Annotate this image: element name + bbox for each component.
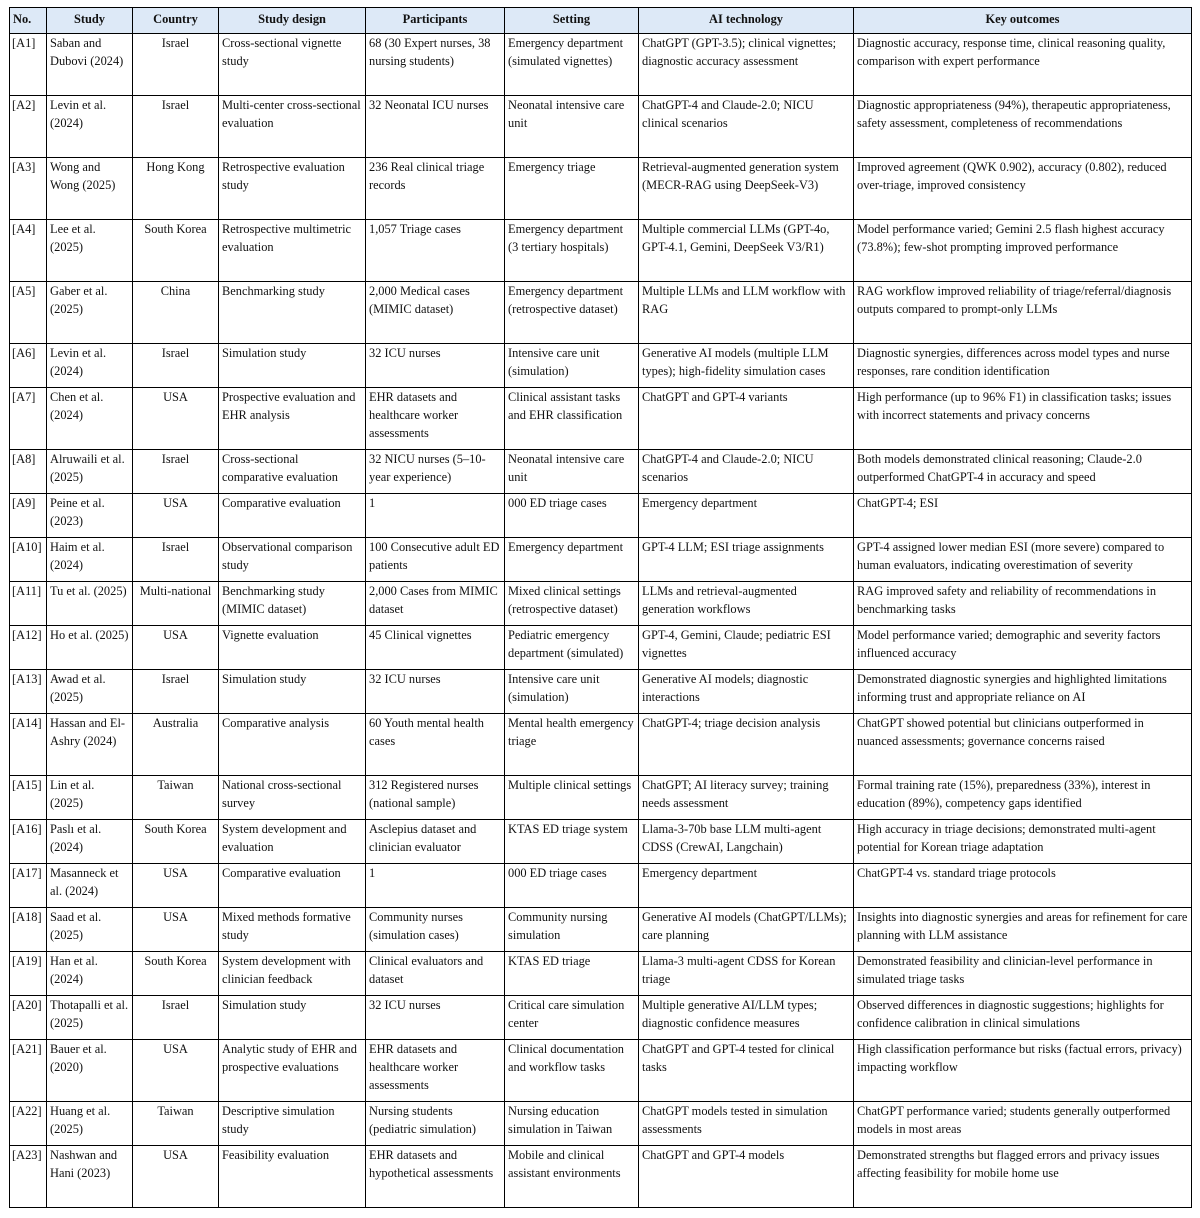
cell-study: Haim et al. (2024) bbox=[47, 538, 133, 582]
cell-key-outcomes: Insights into diagnostic synergies and areas for refinement for care planning with LLM assistance bbox=[854, 908, 1192, 952]
cell-country: Hong Kong bbox=[133, 158, 219, 220]
cell-ai-technology: Retrieval-augmented generation system (MECR-RAG using DeepSeek-V3) bbox=[639, 158, 854, 220]
cell-study-design: Observational comparison study bbox=[219, 538, 366, 582]
cell-study-design: Descriptive simulation study bbox=[219, 1102, 366, 1146]
cell-participants: 32 Neonatal ICU nurses bbox=[366, 96, 505, 158]
cell-country: Israel bbox=[133, 450, 219, 494]
cell-no: [A9] bbox=[10, 494, 47, 538]
cell-participants: 100 Consecutive adult ED patients bbox=[366, 538, 505, 582]
cell-participants: EHR datasets and hypothetical assessments bbox=[366, 1146, 505, 1208]
cell-no: [A6] bbox=[10, 344, 47, 388]
cell-no: [A16] bbox=[10, 820, 47, 864]
header-study-design: Study design bbox=[219, 8, 366, 34]
cell-ai-technology: Generative AI models (multiple LLM types); high-fidelity simulation cases bbox=[639, 344, 854, 388]
cell-study-design: Prospective evaluation and EHR analysis bbox=[219, 388, 366, 450]
cell-study-design: Simulation study bbox=[219, 996, 366, 1040]
cell-setting: KTAS ED triage bbox=[505, 952, 639, 996]
table-row bbox=[10, 220, 1192, 282]
cell-setting: Critical care simulation center bbox=[505, 996, 639, 1040]
cell-country: Israel bbox=[133, 96, 219, 158]
cell-key-outcomes: Model performance varied; Gemini 2.5 flash highest accuracy (73.8%); few-shot prompting improved performance bbox=[854, 220, 1192, 282]
cell-key-outcomes: GPT-4 assigned lower median ESI (more severe) compared to human evaluators, indicating overestimation of severity bbox=[854, 538, 1192, 582]
table-row bbox=[10, 450, 1192, 494]
cell-ai-technology: ChatGPT (GPT-3.5); clinical vignettes; diagnostic accuracy assessment bbox=[639, 34, 854, 96]
cell-study: Han et al. (2024) bbox=[47, 952, 133, 996]
cell-no: [A19] bbox=[10, 952, 47, 996]
cell-study: Nashwan and Hani (2023) bbox=[47, 1146, 133, 1208]
cell-no: [A20] bbox=[10, 996, 47, 1040]
cell-key-outcomes: Observed differences in diagnostic suggestions; highlights for confidence calibration in clinical simulations bbox=[854, 996, 1192, 1040]
cell-participants: 32 ICU nurses bbox=[366, 670, 505, 714]
cell-participants: 236 Real clinical triage records bbox=[366, 158, 505, 220]
cell-participants: 2,000 Medical cases (MIMIC dataset) bbox=[366, 282, 505, 344]
cell-country: Australia bbox=[133, 714, 219, 776]
cell-key-outcomes: ChatGPT-4 vs. standard triage protocols bbox=[854, 864, 1192, 908]
cell-study: Alruwaili et al. (2025) bbox=[47, 450, 133, 494]
cell-setting: Pediatric emergency department (simulated) bbox=[505, 626, 639, 670]
header-country: Country bbox=[133, 8, 219, 34]
cell-study-design: System development with clinician feedback bbox=[219, 952, 366, 996]
cell-key-outcomes: RAG improved safety and reliability of recommendations in benchmarking tasks bbox=[854, 582, 1192, 626]
cell-study-design: Cross-sectional vignette study bbox=[219, 34, 366, 96]
cell-country: Taiwan bbox=[133, 776, 219, 820]
studies-table bbox=[9, 7, 1192, 1208]
cell-study-design: Retrospective evaluation study bbox=[219, 158, 366, 220]
header-participants: Participants bbox=[366, 8, 505, 34]
cell-setting: Mental health emergency triage bbox=[505, 714, 639, 776]
table-row bbox=[10, 388, 1192, 450]
cell-study-design: Mixed methods formative study bbox=[219, 908, 366, 952]
cell-participants: 1 bbox=[366, 864, 505, 908]
cell-country: USA bbox=[133, 1040, 219, 1102]
cell-study-design: System development and evaluation bbox=[219, 820, 366, 864]
cell-study-design: Simulation study bbox=[219, 344, 366, 388]
cell-country: Israel bbox=[133, 344, 219, 388]
cell-country: Israel bbox=[133, 996, 219, 1040]
table-row bbox=[10, 908, 1192, 952]
cell-country: Taiwan bbox=[133, 1102, 219, 1146]
cell-ai-technology: Multiple generative AI/LLM types; diagnostic confidence measures bbox=[639, 996, 854, 1040]
cell-country: Israel bbox=[133, 538, 219, 582]
cell-key-outcomes: Formal training rate (15%), preparedness (33%), interest in education (89%), competency gaps identified bbox=[854, 776, 1192, 820]
cell-no: [A2] bbox=[10, 96, 47, 158]
cell-ai-technology: Multiple commercial LLMs (GPT-4o, GPT-4.1, Gemini, DeepSeek V3/R1) bbox=[639, 220, 854, 282]
table-row bbox=[10, 282, 1192, 344]
cell-country: Israel bbox=[133, 34, 219, 96]
header-ai-technology: AI technology bbox=[639, 8, 854, 34]
cell-no: [A22] bbox=[10, 1102, 47, 1146]
table-row bbox=[10, 670, 1192, 714]
cell-country: South Korea bbox=[133, 820, 219, 864]
cell-ai-technology: Llama-3 multi-agent CDSS for Korean triage bbox=[639, 952, 854, 996]
cell-participants: 68 (30 Expert nurses, 38 nursing students) bbox=[366, 34, 505, 96]
table-row bbox=[10, 776, 1192, 820]
cell-study: Thotapalli et al. (2025) bbox=[47, 996, 133, 1040]
cell-setting: Intensive care unit (simulation) bbox=[505, 344, 639, 388]
table-row bbox=[10, 96, 1192, 158]
table-row bbox=[10, 1146, 1192, 1208]
cell-country: Israel bbox=[133, 670, 219, 714]
table-row bbox=[10, 158, 1192, 220]
cell-no: [A1] bbox=[10, 34, 47, 96]
cell-key-outcomes: ChatGPT performance varied; students generally outperformed models in most areas bbox=[854, 1102, 1192, 1146]
table-row bbox=[10, 1102, 1192, 1146]
cell-country: Multi-national bbox=[133, 582, 219, 626]
cell-setting: Emergency department (3 tertiary hospitals) bbox=[505, 220, 639, 282]
cell-no: [A15] bbox=[10, 776, 47, 820]
cell-no: [A8] bbox=[10, 450, 47, 494]
cell-study: Huang et al. (2025) bbox=[47, 1102, 133, 1146]
cell-no: [A11] bbox=[10, 582, 47, 626]
cell-no: [A21] bbox=[10, 1040, 47, 1102]
cell-ai-technology: GPT-4 LLM; ESI triage assignments bbox=[639, 538, 854, 582]
table-header-row bbox=[10, 8, 1192, 34]
cell-key-outcomes: Model performance varied; demographic and severity factors influenced accuracy bbox=[854, 626, 1192, 670]
cell-key-outcomes: High accuracy in triage decisions; demonstrated multi-agent potential for Korean triage adaptation bbox=[854, 820, 1192, 864]
cell-no: [A12] bbox=[10, 626, 47, 670]
cell-participants: EHR datasets and healthcare worker assessments bbox=[366, 1040, 505, 1102]
cell-key-outcomes: Diagnostic accuracy, response time, clinical reasoning quality, comparison with expert performance bbox=[854, 34, 1192, 96]
cell-country: USA bbox=[133, 908, 219, 952]
cell-country: South Korea bbox=[133, 220, 219, 282]
cell-study: Hassan and El-Ashry (2024) bbox=[47, 714, 133, 776]
cell-no: [A23] bbox=[10, 1146, 47, 1208]
header-setting: Setting bbox=[505, 8, 639, 34]
cell-participants: 1,057 Triage cases bbox=[366, 220, 505, 282]
cell-setting: Community nursing simulation bbox=[505, 908, 639, 952]
cell-ai-technology: ChatGPT-4; triage decision analysis bbox=[639, 714, 854, 776]
cell-key-outcomes: Diagnostic appropriateness (94%), therapeutic appropriateness, safety assessment, completeness of recommendations bbox=[854, 96, 1192, 158]
cell-setting: Nursing education simulation in Taiwan bbox=[505, 1102, 639, 1146]
cell-setting: 000 ED triage cases bbox=[505, 864, 639, 908]
cell-ai-technology: Llama-3-70b base LLM multi-agent CDSS (CrewAI, Langchain) bbox=[639, 820, 854, 864]
cell-no: [A3] bbox=[10, 158, 47, 220]
table-body bbox=[10, 34, 1192, 1208]
cell-participants: 45 Clinical vignettes bbox=[366, 626, 505, 670]
cell-key-outcomes: Demonstrated strengths but flagged errors and privacy issues affecting feasibility for mobile home use bbox=[854, 1146, 1192, 1208]
cell-ai-technology: ChatGPT; AI literacy survey; training needs assessment bbox=[639, 776, 854, 820]
cell-country: South Korea bbox=[133, 952, 219, 996]
cell-ai-technology: Multiple LLMs and LLM workflow with RAG bbox=[639, 282, 854, 344]
cell-setting: Emergency department bbox=[505, 538, 639, 582]
cell-key-outcomes: High performance (up to 96% F1) in classification tasks; issues with incorrect statements and privacy concerns bbox=[854, 388, 1192, 450]
cell-setting: KTAS ED triage system bbox=[505, 820, 639, 864]
cell-setting: Emergency department (retrospective dataset) bbox=[505, 282, 639, 344]
cell-no: [A18] bbox=[10, 908, 47, 952]
cell-key-outcomes: High classification performance but risks (factual errors, privacy) impacting workflow bbox=[854, 1040, 1192, 1102]
table-row bbox=[10, 714, 1192, 776]
cell-ai-technology: LLMs and retrieval-augmented generation workflows bbox=[639, 582, 854, 626]
cell-study: Levin et al. (2024) bbox=[47, 344, 133, 388]
table-row bbox=[10, 864, 1192, 908]
cell-no: [A13] bbox=[10, 670, 47, 714]
cell-study: Wong and Wong (2025) bbox=[47, 158, 133, 220]
cell-setting: Emergency department (simulated vignettes) bbox=[505, 34, 639, 96]
cell-study: Gaber et al. (2025) bbox=[47, 282, 133, 344]
header-study: Study bbox=[47, 8, 133, 34]
cell-country: USA bbox=[133, 388, 219, 450]
table-row bbox=[10, 494, 1192, 538]
cell-key-outcomes: Demonstrated feasibility and clinician-level performance in simulated triage tasks bbox=[854, 952, 1192, 996]
cell-setting: Multiple clinical settings bbox=[505, 776, 639, 820]
cell-participants: 32 NICU nurses (5–10-year experience) bbox=[366, 450, 505, 494]
cell-study: Bauer et al. (2020) bbox=[47, 1040, 133, 1102]
cell-study: Levin et al. (2024) bbox=[47, 96, 133, 158]
table-row bbox=[10, 538, 1192, 582]
cell-study: Ho et al. (2025) bbox=[47, 626, 133, 670]
cell-ai-technology: ChatGPT-4 and Claude-2.0; NICU scenarios bbox=[639, 450, 854, 494]
cell-setting: Mobile and clinical assistant environments bbox=[505, 1146, 639, 1208]
cell-no: [A14] bbox=[10, 714, 47, 776]
table-row bbox=[10, 344, 1192, 388]
cell-no: [A7] bbox=[10, 388, 47, 450]
cell-ai-technology: ChatGPT and GPT-4 models bbox=[639, 1146, 854, 1208]
table-row bbox=[10, 34, 1192, 96]
cell-ai-technology: Emergency department bbox=[639, 494, 854, 538]
cell-ai-technology: ChatGPT and GPT-4 tested for clinical tasks bbox=[639, 1040, 854, 1102]
cell-study-design: Retrospective multimetric evaluation bbox=[219, 220, 366, 282]
cell-study-design: Vignette evaluation bbox=[219, 626, 366, 670]
cell-study: Paslı et al. (2024) bbox=[47, 820, 133, 864]
cell-key-outcomes: ChatGPT showed potential but clinicians outperformed in nuanced assessments; governance concerns raised bbox=[854, 714, 1192, 776]
cell-study-design: Benchmarking study (MIMIC dataset) bbox=[219, 582, 366, 626]
cell-key-outcomes: Improved agreement (QWK 0.902), accuracy (0.802), reduced over-triage, improved consistency bbox=[854, 158, 1192, 220]
cell-no: [A10] bbox=[10, 538, 47, 582]
cell-study-design: Comparative analysis bbox=[219, 714, 366, 776]
cell-participants: Nursing students (pediatric simulation) bbox=[366, 1102, 505, 1146]
cell-study-design: Simulation study bbox=[219, 670, 366, 714]
cell-study-design: Cross-sectional comparative evaluation bbox=[219, 450, 366, 494]
cell-country: USA bbox=[133, 494, 219, 538]
cell-study-design: Feasibility evaluation bbox=[219, 1146, 366, 1208]
cell-key-outcomes: Demonstrated diagnostic synergies and highlighted limitations informing trust and appropriate reliance on AI bbox=[854, 670, 1192, 714]
cell-study-design: Multi-center cross-sectional evaluation bbox=[219, 96, 366, 158]
cell-setting: 000 ED triage cases bbox=[505, 494, 639, 538]
cell-setting: Clinical assistant tasks and EHR classification bbox=[505, 388, 639, 450]
cell-study: Peine et al. (2023) bbox=[47, 494, 133, 538]
cell-study: Saban and Dubovi (2024) bbox=[47, 34, 133, 96]
table-row bbox=[10, 626, 1192, 670]
cell-study-design: Comparative evaluation bbox=[219, 864, 366, 908]
header-key-outcomes: Key outcomes bbox=[854, 8, 1192, 34]
cell-setting: Intensive care unit (simulation) bbox=[505, 670, 639, 714]
cell-ai-technology: Emergency department bbox=[639, 864, 854, 908]
cell-country: USA bbox=[133, 864, 219, 908]
table-row bbox=[10, 952, 1192, 996]
cell-ai-technology: ChatGPT-4 and Claude-2.0; NICU clinical scenarios bbox=[639, 96, 854, 158]
cell-study-design: Comparative evaluation bbox=[219, 494, 366, 538]
cell-no: [A5] bbox=[10, 282, 47, 344]
table-row bbox=[10, 582, 1192, 626]
cell-participants: Asclepius dataset and clinician evaluator bbox=[366, 820, 505, 864]
cell-key-outcomes: Diagnostic synergies, differences across model types and nurse responses, rare condition identification bbox=[854, 344, 1192, 388]
cell-study: Masanneck et al. (2024) bbox=[47, 864, 133, 908]
table-row bbox=[10, 820, 1192, 864]
cell-study: Saad et al. (2025) bbox=[47, 908, 133, 952]
cell-participants: Community nurses (simulation cases) bbox=[366, 908, 505, 952]
cell-study: Lin et al. (2025) bbox=[47, 776, 133, 820]
cell-ai-technology: Generative AI models; diagnostic interactions bbox=[639, 670, 854, 714]
studies-table-container bbox=[9, 7, 1192, 1208]
table-row bbox=[10, 1040, 1192, 1102]
cell-no: [A17] bbox=[10, 864, 47, 908]
cell-study-design: National cross-sectional survey bbox=[219, 776, 366, 820]
cell-study-design: Benchmarking study bbox=[219, 282, 366, 344]
cell-ai-technology: GPT-4, Gemini, Claude; pediatric ESI vignettes bbox=[639, 626, 854, 670]
cell-setting: Neonatal intensive care unit bbox=[505, 96, 639, 158]
cell-participants: 32 ICU nurses bbox=[366, 996, 505, 1040]
cell-country: USA bbox=[133, 626, 219, 670]
cell-key-outcomes: ChatGPT-4; ESI bbox=[854, 494, 1192, 538]
cell-participants: 2,000 Cases from MIMIC dataset bbox=[366, 582, 505, 626]
cell-ai-technology: ChatGPT models tested in simulation assessments bbox=[639, 1102, 854, 1146]
cell-setting: Emergency triage bbox=[505, 158, 639, 220]
cell-country: USA bbox=[133, 1146, 219, 1208]
header-no: No. bbox=[10, 8, 47, 34]
cell-study: Tu et al. (2025) bbox=[47, 582, 133, 626]
table-row bbox=[10, 996, 1192, 1040]
cell-setting: Mixed clinical settings (retrospective dataset) bbox=[505, 582, 639, 626]
cell-participants: 60 Youth mental health cases bbox=[366, 714, 505, 776]
cell-setting: Clinical documentation and workflow tasks bbox=[505, 1040, 639, 1102]
cell-no: [A4] bbox=[10, 220, 47, 282]
cell-participants: Clinical evaluators and dataset bbox=[366, 952, 505, 996]
cell-study: Awad et al. (2025) bbox=[47, 670, 133, 714]
cell-participants: 1 bbox=[366, 494, 505, 538]
cell-study: Chen et al. (2024) bbox=[47, 388, 133, 450]
cell-ai-technology: Generative AI models (ChatGPT/LLMs); care planning bbox=[639, 908, 854, 952]
cell-participants: 312 Registered nurses (national sample) bbox=[366, 776, 505, 820]
cell-key-outcomes: RAG workflow improved reliability of triage/referral/diagnosis outputs compared to prompt-only LLMs bbox=[854, 282, 1192, 344]
cell-key-outcomes: Both models demonstrated clinical reasoning; Claude-2.0 outperformed ChatGPT-4 in accuracy and speed bbox=[854, 450, 1192, 494]
cell-study-design: Analytic study of EHR and prospective evaluations bbox=[219, 1040, 366, 1102]
cell-participants: 32 ICU nurses bbox=[366, 344, 505, 388]
cell-country: China bbox=[133, 282, 219, 344]
cell-setting: Neonatal intensive care unit bbox=[505, 450, 639, 494]
cell-study: Lee et al. (2025) bbox=[47, 220, 133, 282]
cell-ai-technology: ChatGPT and GPT-4 variants bbox=[639, 388, 854, 450]
cell-participants: EHR datasets and healthcare worker assessments bbox=[366, 388, 505, 450]
